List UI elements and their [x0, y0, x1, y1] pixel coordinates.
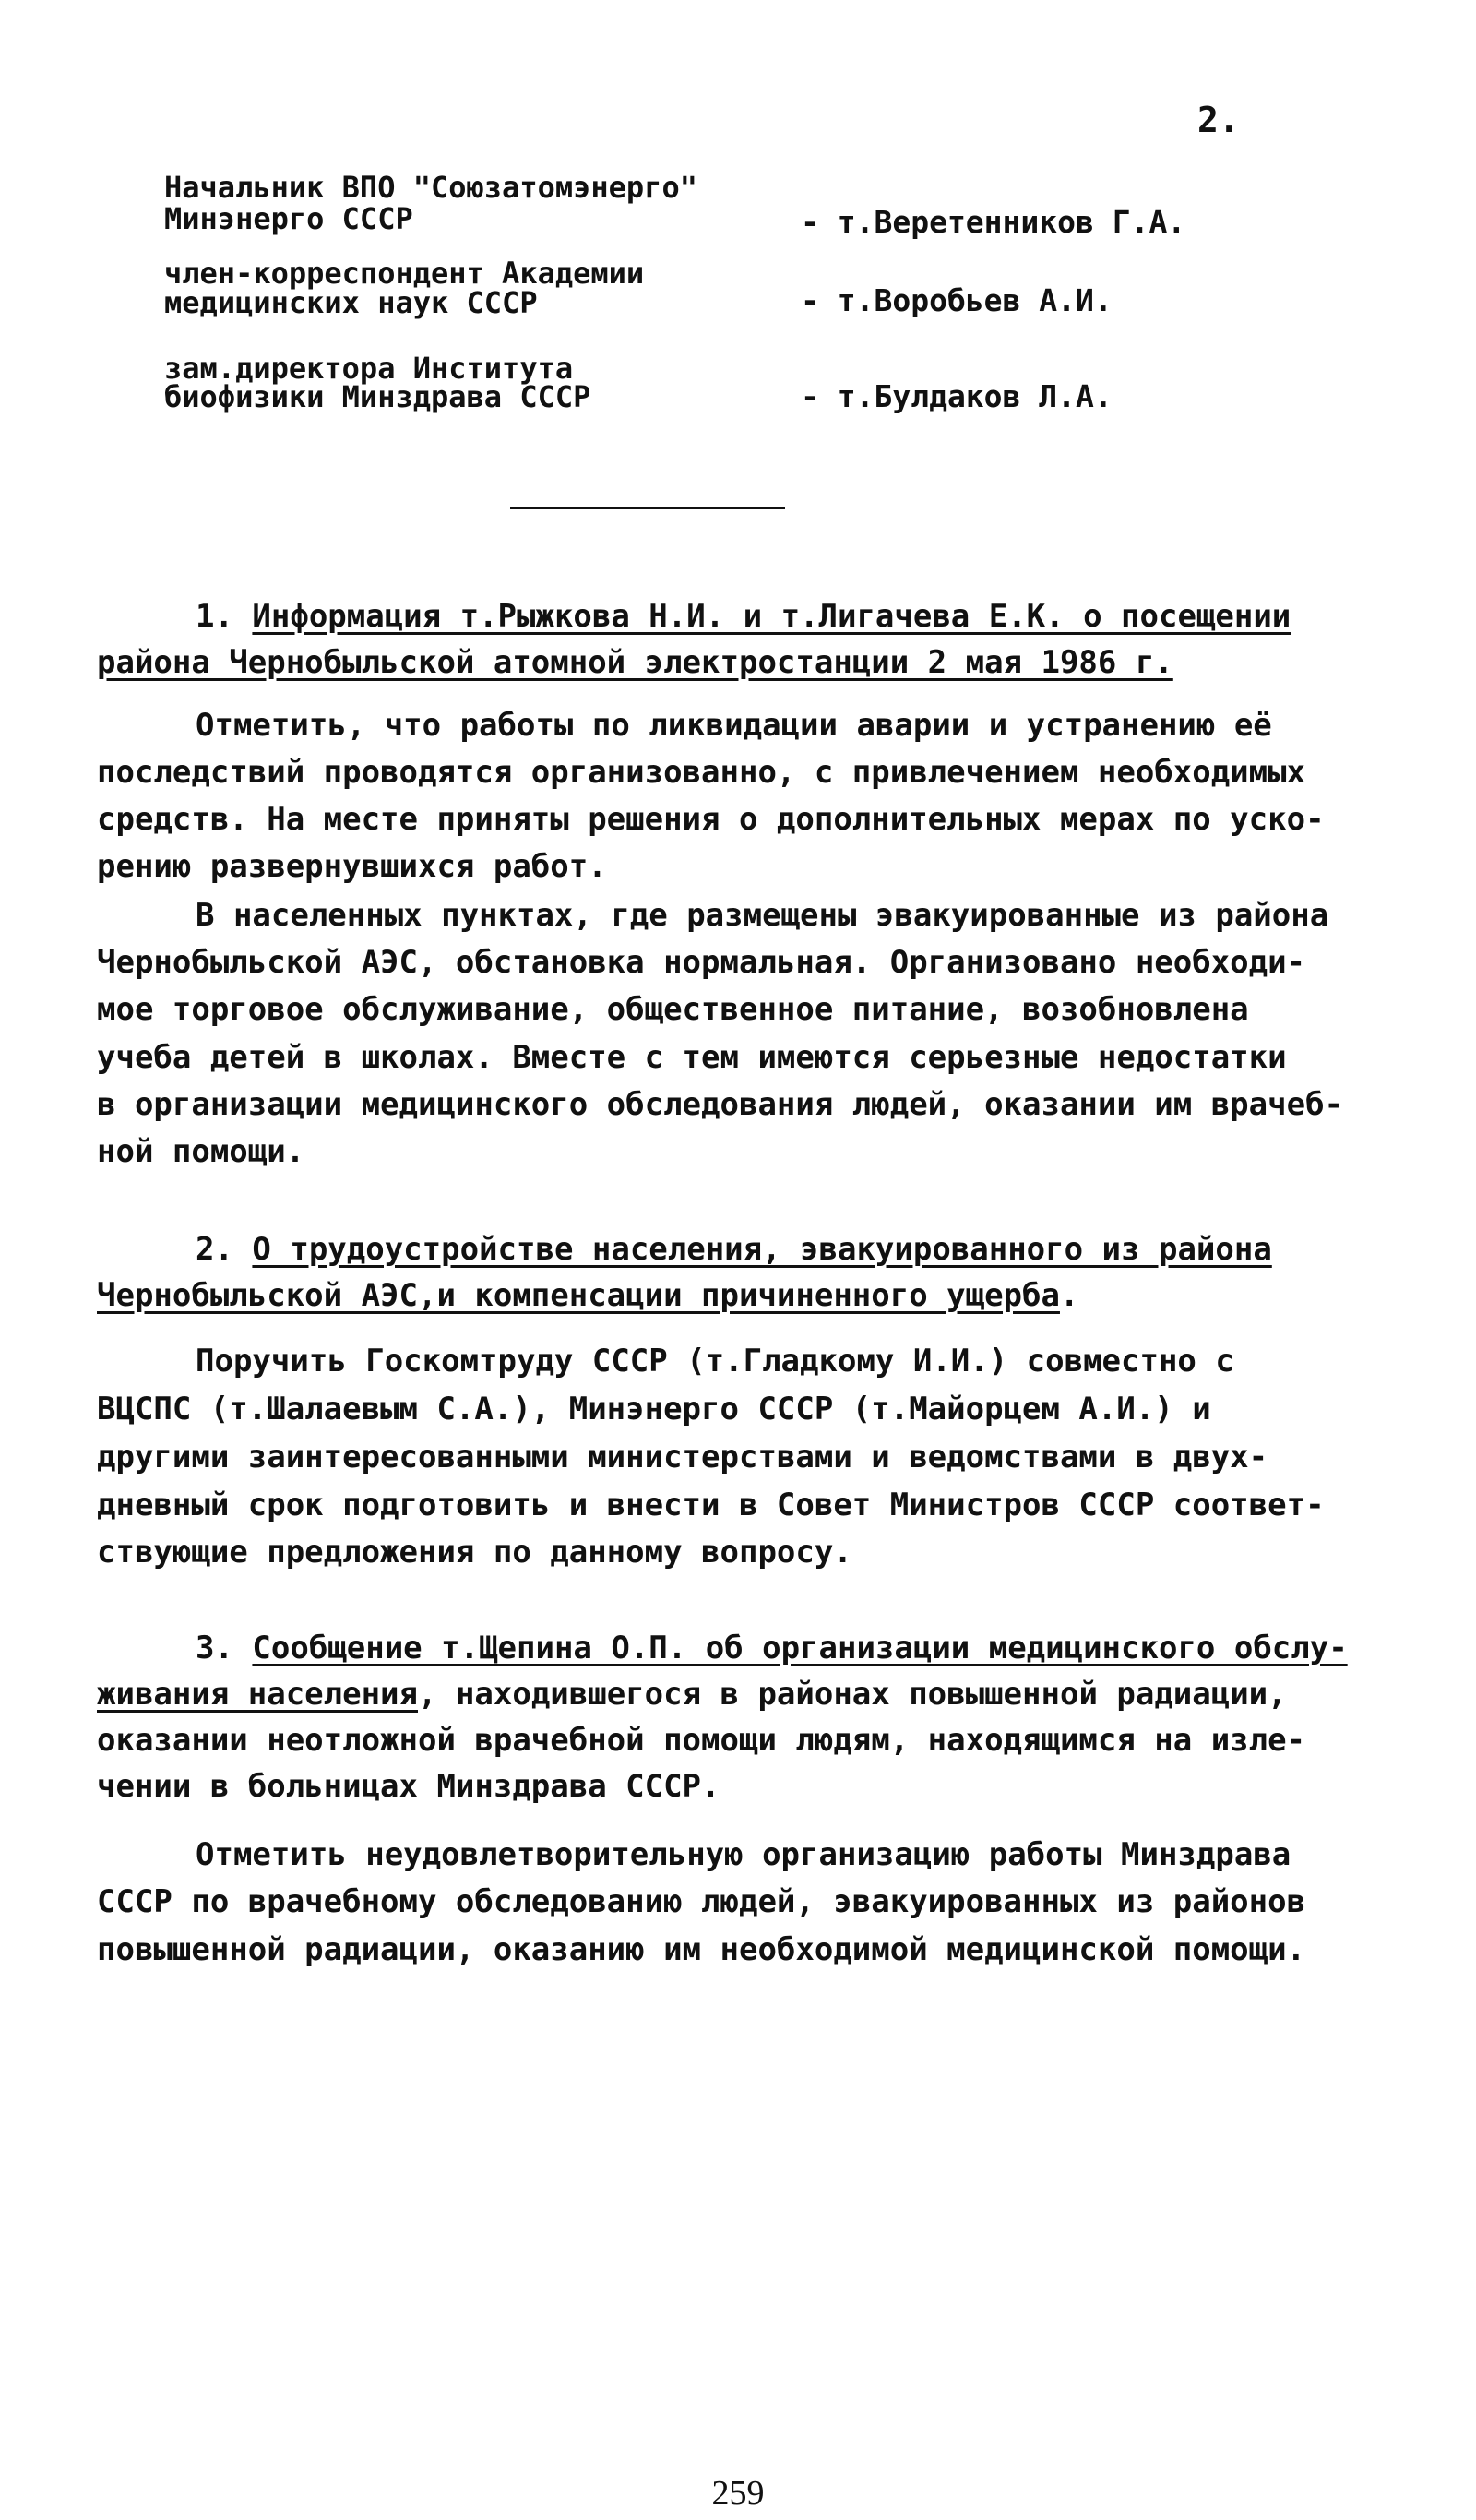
paragraph-line: ствующие предложения по данному вопросу.	[97, 1534, 852, 1571]
item-heading: живания населения, находившегося в районах повышенной радиации,	[97, 1676, 1287, 1713]
paragraph-line: ной помощи.	[97, 1133, 305, 1170]
paragraph-line: рению развернувшихся работ.	[97, 848, 607, 885]
item-heading: 2. О трудоустройстве населения, эвакуированного из района	[196, 1231, 1272, 1268]
attendee-name: - т.Булдаков Л.А.	[801, 378, 1113, 414]
attendee-name: - т.Веретенников Г.А.	[801, 204, 1186, 240]
paragraph-line: в организации медицинского обследования людей, оказании им врачеб-	[97, 1086, 1344, 1123]
paragraph-line: Отметить неудовлетворительную организацию работы Минздрава	[196, 1836, 1292, 1873]
attendee-title: Начальник ВПО "Союзатомэнерго"	[164, 170, 697, 205]
item-heading-continued: оказании неотложной врачебной помощи людям, находящимся на изле-	[97, 1722, 1306, 1759]
item-heading-continued: чении в больницах Минздрава СССР.	[97, 1768, 720, 1805]
paragraph-line: последствий проводятся организованно, с привлечением необходимых	[97, 754, 1306, 791]
paragraph-line: другими заинтересованными министерствами и ведомствами в двух-	[97, 1439, 1268, 1475]
paragraph-line: мое торговое обслуживание, общественное питание, возобновлена	[97, 991, 1249, 1028]
item-heading: района Чернобыльской атомной электростанции 2 мая 1986 г.	[97, 644, 1173, 681]
attendee-title: Минэнерго СССР	[164, 201, 413, 236]
item-heading: 1. Информация т.Рыжкова Н.И. и т.Лигачева Е.К. о посещении	[196, 598, 1292, 635]
item-heading: 3. Сообщение т.Щепина О.П. об организации медицинского обслу-	[196, 1630, 1348, 1666]
folio-number: 259	[711, 2474, 765, 2513]
item-heading: Чернобыльской АЭС,и компенсации причиненного ущерба.	[97, 1277, 1079, 1314]
paragraph-line: средств. На месте приняты решения о дополнительных мерах по уско-	[97, 801, 1325, 838]
paragraph-line: Поручить Госкомтруду СССР (т.Гладкому И.И.) совместно с	[196, 1343, 1234, 1379]
attendee-title: зам.директора Института	[164, 351, 574, 386]
paragraph-line: ВЦСПС (т.Шалаевым С.А.), Минэнерго СССР (т.Майорцем А.И.) и	[97, 1391, 1211, 1427]
paragraph-line: дневный срок подготовить и внести в Совет Министров СССР соответ-	[97, 1487, 1325, 1523]
paragraph-line: В населенных пунктах, где размещены эвакуированные из района	[196, 897, 1329, 934]
paragraph-line: Отметить, что работы по ликвидации аварии и устранению её	[196, 707, 1272, 744]
attendee-title: член-корреспондент Академии	[164, 256, 645, 291]
paragraph-line: повышенной радиации, оказанию им необходимой медицинской помощи.	[97, 1931, 1306, 1968]
section-divider	[510, 507, 785, 509]
attendee-name: - т.Воробьев А.И.	[801, 282, 1113, 318]
paragraph-line: СССР по врачебному обследованию людей, эвакуированных из районов	[97, 1883, 1306, 1920]
attendee-title: медицинских наук СССР	[164, 285, 538, 320]
paragraph-line: Чернобыльской АЭС, обстановка нормальная. Организовано необходи-	[97, 944, 1306, 981]
attendee-title: биофизики Минздрава СССР	[164, 379, 591, 414]
paragraph-line: учеба детей в школах. Вместе с тем имеются серьезные недостатки	[97, 1039, 1287, 1076]
page-number: 2.	[1197, 100, 1240, 140]
